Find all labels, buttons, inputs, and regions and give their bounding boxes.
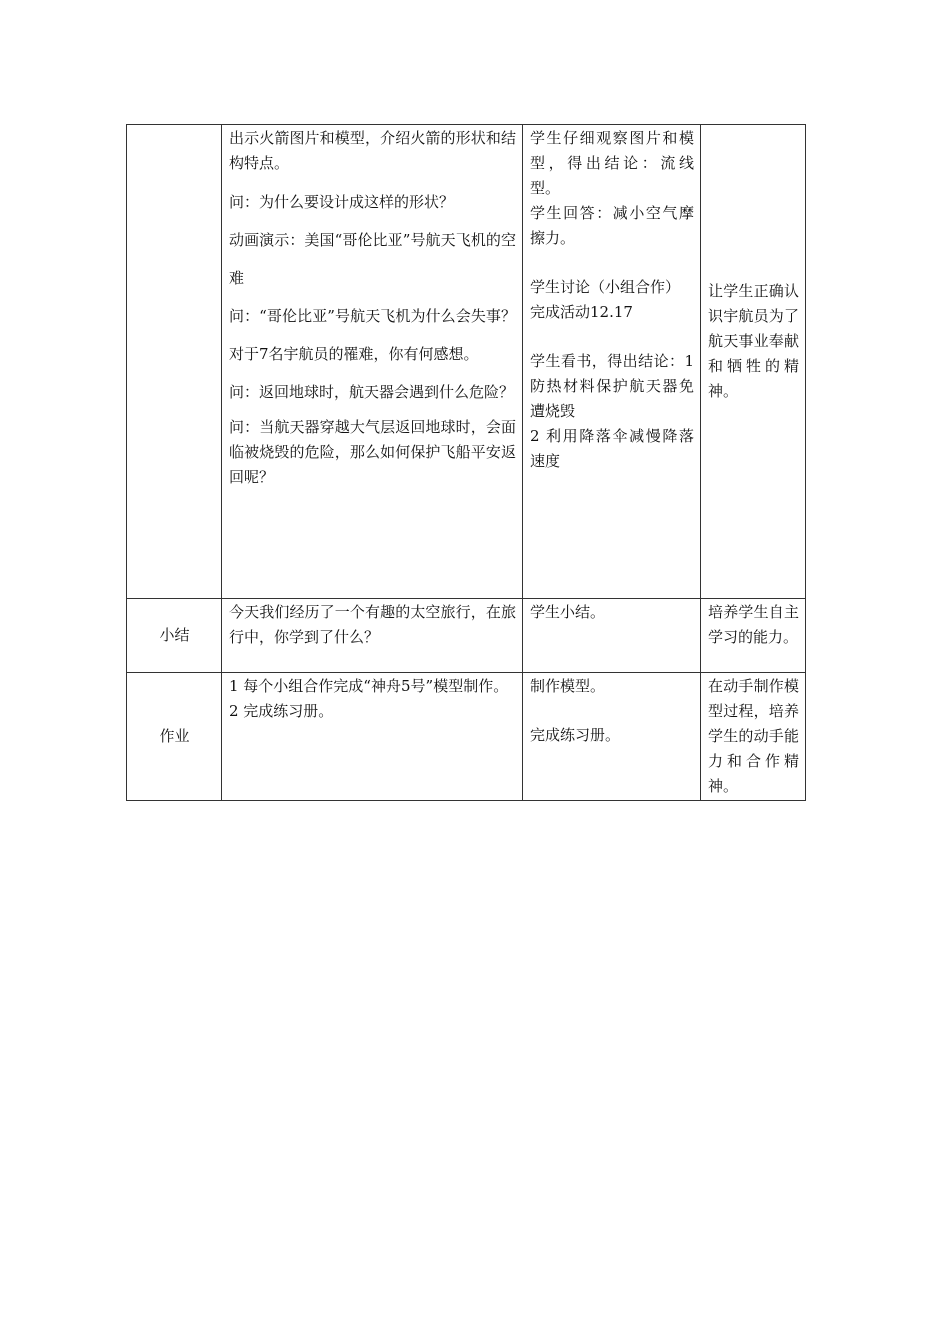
stage-cell xyxy=(127,125,222,599)
purpose-text: 培养学生自主学习的能力。 xyxy=(708,603,799,646)
student-text: 学生讨论（小组合作） xyxy=(530,278,681,296)
teacher-text: 问：为什么要设计成这样的形状？ xyxy=(229,193,455,211)
student-activity-cell xyxy=(523,125,701,599)
purpose-cell xyxy=(701,125,806,599)
stage-cell xyxy=(127,599,222,673)
purpose-text: 让学生正确认识宇航员为了航天事业奉献和牺牲的精神。 xyxy=(708,282,799,400)
student-activity-cell xyxy=(523,673,701,801)
student-activity-cell xyxy=(523,599,701,673)
student-text: 学生小结。 xyxy=(530,603,606,621)
table-row xyxy=(127,125,806,599)
purpose-cell xyxy=(701,673,806,801)
student-text: 完成活动12.17 xyxy=(530,303,633,321)
teacher-text: 2 完成练习册。 xyxy=(229,702,334,720)
teacher-activity-cell xyxy=(222,673,523,801)
purpose-cell xyxy=(701,599,806,673)
teacher-text: 问：返回地球时，航天器会遇到什么危险？ xyxy=(229,383,515,401)
student-text: 学生仔细观察图片和模型，得出结论：流线型。 xyxy=(530,129,694,197)
stage-cell xyxy=(127,673,222,801)
teacher-text: 问：“哥伦比亚”号航天飞机为什么会失事？对于7名宇航员的罹难，你有何感想。 xyxy=(229,307,516,363)
student-text: 学生看书，得出结论：1 防热材料保护航天器免遭烧毁 xyxy=(530,352,694,420)
purpose-text: 在动手制作模型过程，培养学生的动手能力和合作精神。 xyxy=(708,677,799,795)
student-text: 制作模型。 xyxy=(530,677,606,695)
teacher-text: 出示火箭图片和模型，介绍火箭的形状和结构特点。 xyxy=(229,129,516,172)
table-row xyxy=(127,599,806,673)
teacher-text: 动画演示：美国“哥伦比亚”号航天飞机的空难 xyxy=(229,231,516,287)
teacher-text: 今天我们经历了一个有趣的太空旅行，在旅行中，你学到了什么？ xyxy=(229,603,516,646)
teacher-text: 问：当航天器穿越大气层返回地球时，会面临被烧毁的危险，那么如何保护飞船平安返回呢？ xyxy=(229,418,516,486)
lesson-plan-table xyxy=(126,124,806,801)
teacher-activity-cell xyxy=(222,125,523,599)
student-text: 完成练习册。 xyxy=(530,726,621,744)
teacher-text: 1 每个小组合作完成“神舟5号”模型制作。 xyxy=(229,677,509,695)
stage-label: 小结 xyxy=(159,626,190,644)
student-text: 2 利用降落伞减慢降落速度 xyxy=(530,427,694,470)
student-text: 学生回答：减小空气摩擦力。 xyxy=(530,204,694,247)
teacher-activity-cell xyxy=(222,599,523,673)
stage-label: 作业 xyxy=(159,727,190,745)
table-row xyxy=(127,673,806,801)
